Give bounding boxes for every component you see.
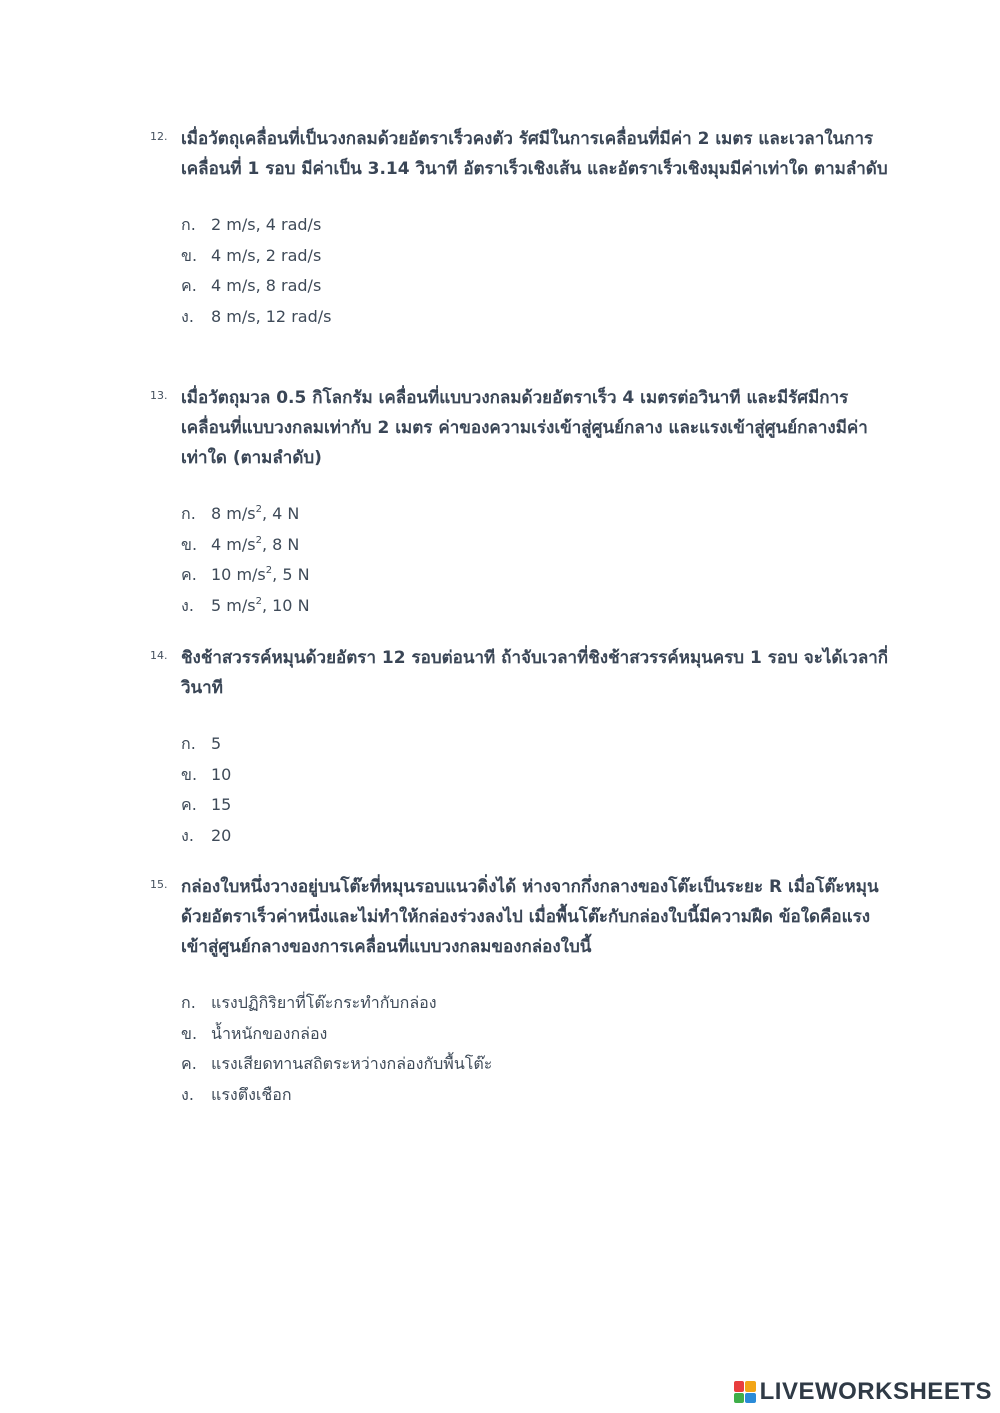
option-a[interactable] [181,729,890,760]
option-superscript: 2 [255,595,262,607]
option-a[interactable] [181,499,890,530]
logo-text: LIVEWORKSHEETS [759,1378,992,1405]
question-text: เมื่อวัตถุมวล 0.5 กิโลกรัม เคลื่อนที่แบบวงกลมด้วยอัตราเร็ว 4 เมตรต่อวินาที และมีรัศมีการเคลื่อนที่แบบวงกลมเท่ากับ 2 เมตร ค่าของความเร่งเข้าสู่ศูนย์กลาง และแรงเข้าสู่ศูนย์กลางมีค่าเท่าใด (ตามลำดับ) [181,388,868,468]
option-c[interactable] [181,560,890,591]
option-text-value: 10 m/s [211,565,266,584]
question-12 [150,124,890,332]
option-label: ก. [181,993,196,1012]
option-d[interactable] [181,821,890,852]
option-label: ข. [181,764,198,784]
option-text-unit: , 5 N [272,565,310,584]
logo-mark-icon [734,1381,756,1403]
option-text: 2 m/s, 4 rad/s [211,215,322,234]
option-text: 15 [211,795,232,814]
option-superscript: 2 [265,565,273,576]
option-list [181,210,890,332]
option-label: ก. [181,215,196,234]
option-text: 20 [211,825,232,845]
option-c[interactable] [181,790,890,821]
option-text: 4 m/s, 2 rad/s [211,245,322,265]
option-label: ง. [181,1084,194,1104]
option-label: ก. [181,504,196,523]
option-list [181,729,890,851]
question-number: 14. [150,649,168,662]
option-text-value: 8 m/s [211,504,256,523]
option-d[interactable] [181,1080,890,1111]
option-label: ค. [181,565,197,584]
question-number: 15. [150,878,168,891]
question-text: ชิงช้าสวรรค์หมุนด้วยอัตรา 12 รอบต่อนาที ถ้าจับเวลาที่ชิงช้าสวรรค์หมุนครบ 1 รอบ จะได้เวลากี่วินาที [181,648,889,698]
logo-square-blue [745,1393,756,1404]
option-list [181,988,890,1110]
option-label: ง. [181,825,194,845]
liveworksheets-logo[interactable] [734,1377,992,1407]
option-b[interactable] [181,530,890,561]
option-d[interactable] [181,302,890,333]
option-list [181,499,890,621]
option-text: 4 m/s, 8 rad/s [211,276,322,295]
question-number: 12. [150,130,168,143]
question-13 [150,383,890,621]
option-text-unit: , 4 N [261,504,300,523]
option-label: ง. [181,595,194,615]
option-a[interactable] [181,988,890,1019]
option-label: ข. [181,534,198,554]
option-a[interactable] [181,210,890,241]
question-text: เมื่อวัตถุเคลื่อนที่เป็นวงกลมด้วยอัตราเร็วคงตัว รัศมีในการเคลื่อนที่มีค่า 2 เมตร และเวลาในการเคลื่อนที่ 1 รอบ มีค่าเป็น 3.14 วินาที อัตราเร็วเชิงเส้น และอัตราเร็วเชิงมุมมีค่าเท่าใด ตามลำดับ [181,129,888,179]
option-text: 5 [211,734,222,753]
option-text: 10 [211,764,232,784]
option-label: ข. [181,1023,198,1043]
question-number: 13. [150,389,168,402]
logo-square-orange [745,1381,756,1392]
option-label: ง. [181,306,194,326]
option-text: แรงเสียดทานสถิตระหว่างกล่องกับพื้นโต๊ะ [211,1054,493,1073]
option-label: ค. [181,795,197,814]
question-15 [150,872,890,1110]
option-text: 8 m/s, 12 rad/s [211,306,332,326]
logo-square-red [734,1381,745,1392]
option-text-unit: , 8 N [261,534,300,554]
option-label: ก. [181,734,196,753]
question-14 [150,643,890,851]
option-b[interactable] [181,760,890,791]
option-label: ค. [181,276,197,295]
option-text: แรงตึงเชือก [211,1084,292,1104]
option-b[interactable] [181,241,890,272]
option-superscript: 2 [255,504,262,515]
option-text: น้ำหนักของกล่อง [211,1023,328,1043]
option-label: ข. [181,245,198,265]
option-text: แรงปฏิกิริยาที่โต๊ะกระทำกับกล่อง [211,993,437,1012]
option-text-value: 4 m/s [211,534,256,554]
option-text-unit: , 10 N [261,595,310,615]
logo-square-green [734,1393,745,1404]
question-text: กล่องใบหนึ่งวางอยู่บนโต๊ะที่หมุนรอบแนวดิ่งได้ ห่างจากกึ่งกลางของโต๊ะเป็นระยะ R เมื่อโต๊ะหมุนด้วยอัตราเร็วค่าหนึ่งและไม่ทำให้กล่องร่วงลงไป เมื่อพื้นโต๊ะกับกล่องใบนี้มีความฝืด ข้อใดคือแรงเข้าสู่ศูนย์กลางของการเคลื่อนที่แบบวงกลมของกล่องใบนี้ [181,877,879,957]
option-text-value: 5 m/s [211,595,256,615]
option-superscript: 2 [255,534,262,546]
option-b[interactable] [181,1019,890,1050]
option-d[interactable] [181,591,890,622]
option-c[interactable] [181,271,890,302]
option-label: ค. [181,1054,197,1073]
option-c[interactable] [181,1049,890,1080]
